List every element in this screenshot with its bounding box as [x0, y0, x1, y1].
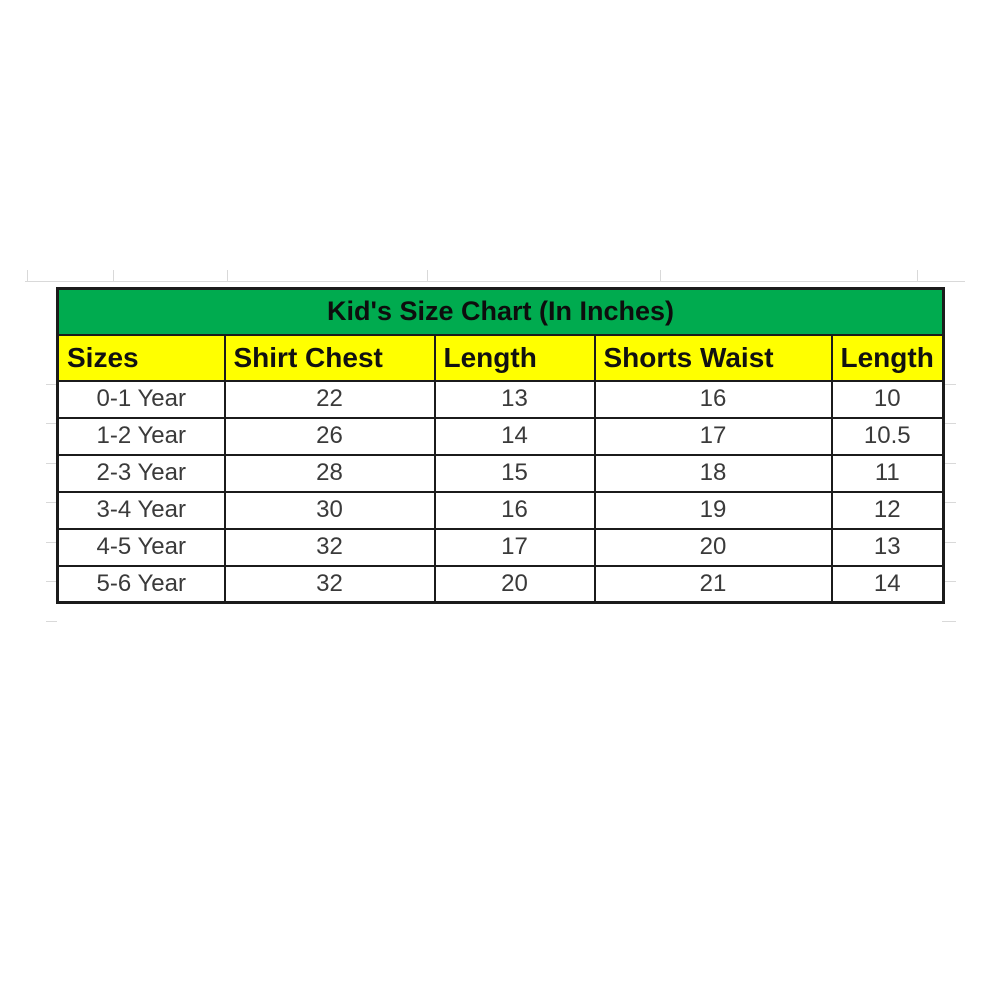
table-row — [58, 455, 944, 492]
size-chart-table — [56, 287, 945, 604]
shorts-waist-cell: 19 — [595, 492, 832, 529]
shirt-length-cell: 13 — [435, 381, 595, 418]
shorts-length-cell: 13 — [832, 529, 944, 566]
shorts-length-cell: 12 — [832, 492, 944, 529]
table-row — [58, 566, 944, 603]
shorts-waist-cell: 18 — [595, 455, 832, 492]
shorts-waist-cell: 16 — [595, 381, 832, 418]
column-header-shirt-chest: Shirt Chest — [225, 335, 435, 381]
shirt-chest-cell: 32 — [225, 529, 435, 566]
size-cell: 5-6 Year — [58, 566, 225, 603]
table-row — [58, 381, 944, 418]
spreadsheet-gridline — [27, 270, 28, 282]
table-row — [58, 492, 944, 529]
size-cell: 3-4 Year — [58, 492, 225, 529]
spreadsheet-gridline — [917, 270, 918, 282]
spreadsheet-gridline — [427, 270, 428, 282]
shorts-length-cell: 10.5 — [832, 418, 944, 455]
shirt-length-cell: 20 — [435, 566, 595, 603]
shirt-length-cell: 16 — [435, 492, 595, 529]
size-cell: 1-2 Year — [58, 418, 225, 455]
table-row — [58, 418, 944, 455]
shirt-length-cell: 17 — [435, 529, 595, 566]
shirt-chest-cell: 26 — [225, 418, 435, 455]
column-header-sizes: Sizes — [58, 335, 225, 381]
shirt-chest-cell: 28 — [225, 455, 435, 492]
spreadsheet-gridline — [660, 270, 661, 282]
size-cell: 0-1 Year — [58, 381, 225, 418]
shirt-chest-cell: 22 — [225, 381, 435, 418]
spreadsheet-gridline — [46, 621, 57, 622]
spreadsheet-gridline — [227, 270, 228, 282]
shorts-length-cell: 10 — [832, 381, 944, 418]
column-header-shorts-waist: Shorts Waist — [595, 335, 832, 381]
spreadsheet-gridline — [113, 270, 114, 282]
shorts-length-cell: 11 — [832, 455, 944, 492]
title-row — [58, 289, 944, 335]
shirt-length-cell: 14 — [435, 418, 595, 455]
table-row — [58, 529, 944, 566]
header-row — [58, 335, 944, 381]
spreadsheet-gridline — [942, 621, 956, 622]
size-cell: 4-5 Year — [58, 529, 225, 566]
shorts-waist-cell: 20 — [595, 529, 832, 566]
column-header-shorts-length: Length — [832, 335, 944, 381]
shorts-waist-cell: 17 — [595, 418, 832, 455]
shorts-waist-cell: 21 — [595, 566, 832, 603]
shirt-chest-cell: 30 — [225, 492, 435, 529]
shirt-chest-cell: 32 — [225, 566, 435, 603]
column-header-shirt-length: Length — [435, 335, 595, 381]
table-title: Kid's Size Chart (In Inches) — [58, 289, 944, 335]
spreadsheet-gridline — [25, 281, 965, 282]
shirt-length-cell: 15 — [435, 455, 595, 492]
size-cell: 2-3 Year — [58, 455, 225, 492]
shorts-length-cell: 14 — [832, 566, 944, 603]
